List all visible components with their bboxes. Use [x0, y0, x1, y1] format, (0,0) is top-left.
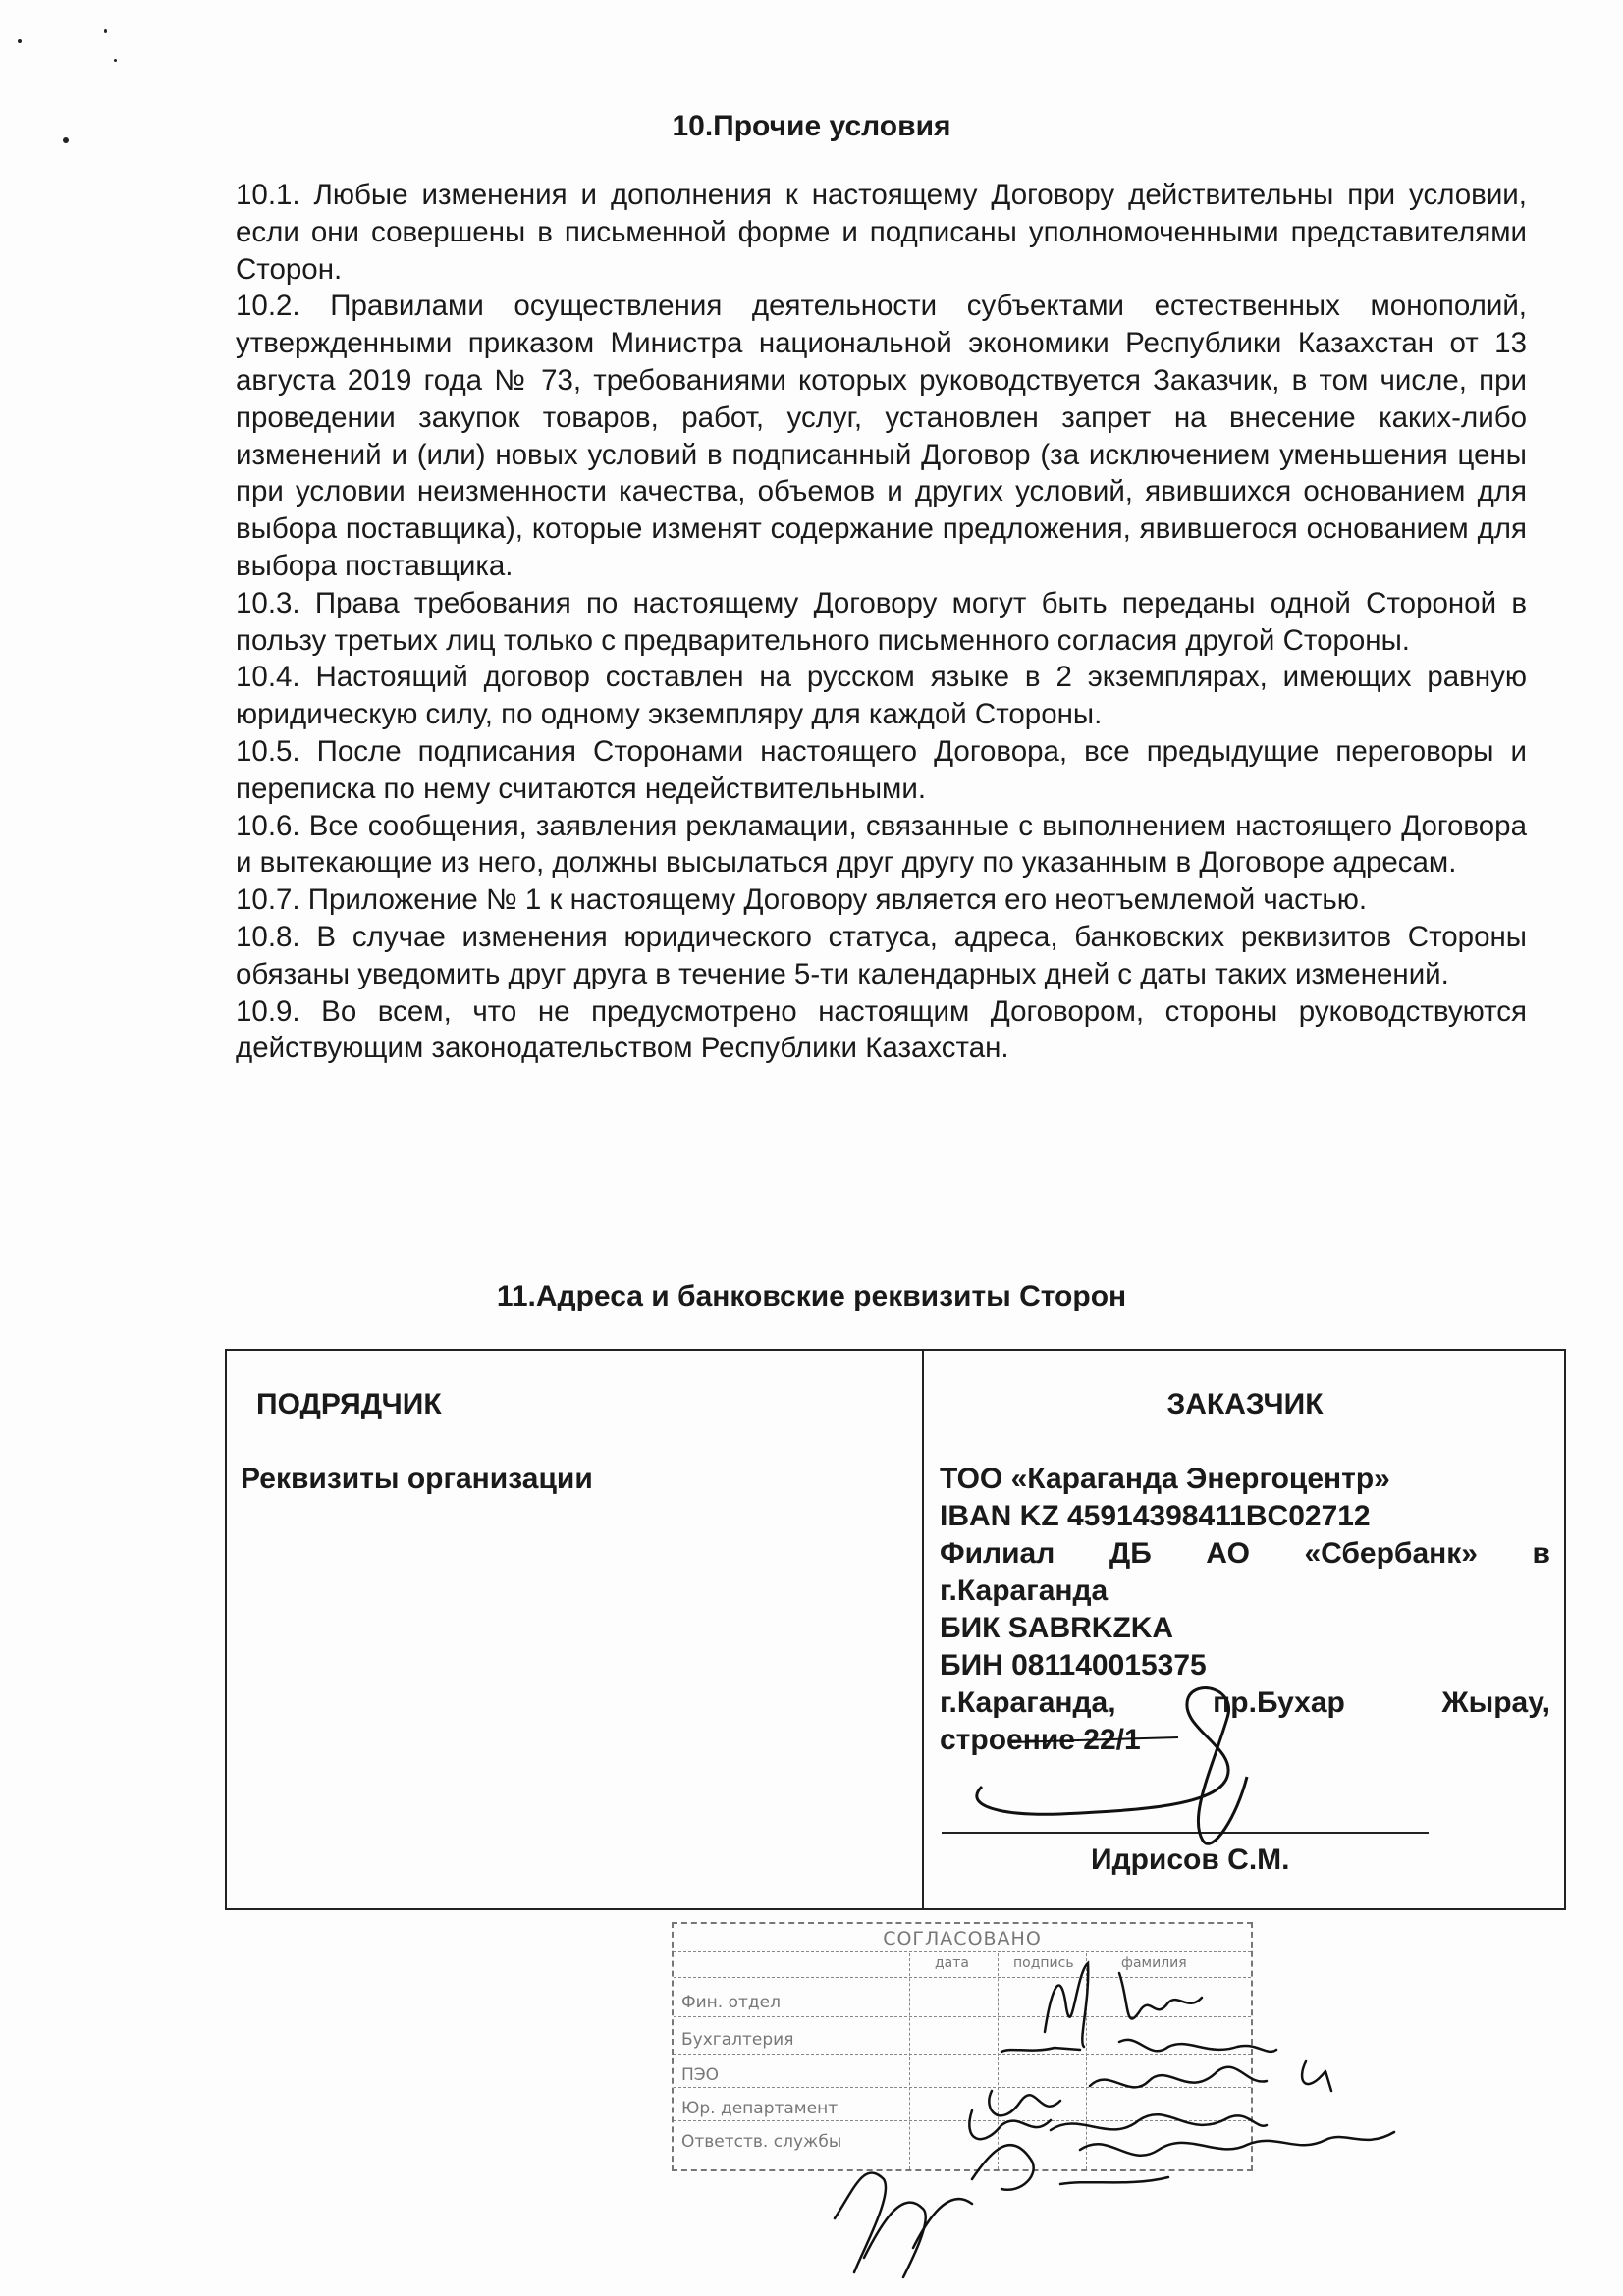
clause-10-9: 10.9. Во всем, что не предусмотрено настоящим Договором, стороны руководствуются действующим законодательством Республики Казахстан. [236, 994, 1527, 1065]
section-10-title: 10.Прочие условия [672, 110, 951, 142]
clause-10-1: 10.1. Любые изменения и дополнения к настоящему Договору действительны при условии, если они совершены в письменной форме и подписаны уполномоченными представителями Сторон. [236, 179, 1527, 286]
customer-bank-line [940, 1535, 1550, 1573]
address-word: Жырау, [1441, 1686, 1550, 1719]
customer-signer-name: Идрисов С.М. [1091, 1843, 1290, 1876]
bank-word: АО [1206, 1537, 1250, 1570]
customer-heading: ЗАКАЗЧИК [1166, 1388, 1324, 1420]
address-word: пр.Бухар [1213, 1686, 1345, 1719]
stamp-heading: СОГЛАСОВАНО [883, 1928, 1042, 1949]
approval-stamp [672, 1922, 1253, 2171]
stamp-row-label: Ответств. службы [681, 2132, 842, 2152]
clause-10-4: 10.4. Настоящий договор составлен на русском языке в 2 экземплярах, имеющих равную юридическую силу, по одному экземпляру для каждой Стороны. [236, 661, 1527, 731]
contractor-heading: ПОДРЯДЧИК [256, 1388, 442, 1420]
customer-signature-icon [943, 1659, 1316, 1855]
stamp-column-date: дата [935, 1955, 969, 1971]
customer-name: ТОО «Караганда Энергоцентр» [940, 1463, 1390, 1495]
column-divider [922, 1351, 924, 1908]
clause-10-6: 10.6. Все сообщения, заявления рекламации, связанные с выполнением настоящего Договора и вытекающие из него, должны высылаться друг другу по указанным в Договоре адресам. [236, 809, 1527, 880]
stamp-row-label: Фин. отдел [681, 1993, 781, 2012]
section-10-clauses [236, 177, 1527, 1067]
scan-speck [18, 39, 22, 43]
clause-10-2: 10.2. Правилами осуществления деятельности субъектами естественных монополий, утвержденными приказом Министра национальной экономики Республики Казахстан от 13 августа 2019 года № 73, требованиями которых руководствуется Заказчик, в том числе, при проведении закупок товаров, работ, услуг, установлен запрет на внесение каких-либо изменений и (или) новых условий в подписанный Договор (за исключением уменьшения цены при условии неизменности качества, объемов и других условий, явившихся основанием для выбора поставщика), которые изменят содержание предложения, явившегося основанием для выбора поставщика. [236, 290, 1527, 582]
stamp-column-surname: фамилия [1121, 1955, 1187, 1971]
customer-iban: IBAN KZ 45914398411BC02712 [940, 1500, 1371, 1532]
clause-10-5: 10.5. После подписания Сторонами настоящего Договора, все предыдущие переговоры и переписка по нему считаются недействительными. [236, 734, 1527, 805]
stamp-row-label: Юр. департамент [681, 2099, 839, 2118]
stamp-divider [909, 1953, 910, 2169]
stamp-divider [674, 2120, 1251, 2121]
stamp-divider [674, 2054, 1251, 2055]
stamp-row-label: ПЭО [681, 2065, 720, 2085]
clause-10-3: 10.3. Права требования по настоящему Договору могут быть переданы одной Стороной в пользу третьих лиц только с предварительного письменного согласия другой Стороны. [236, 586, 1527, 657]
scan-speck [114, 59, 117, 62]
bank-word: в [1532, 1537, 1550, 1570]
bank-word: «Сбербанк» [1304, 1537, 1478, 1570]
scan-speck [104, 29, 107, 33]
customer-bik: БИК SABRKZKA [940, 1612, 1174, 1644]
stamp-divider [674, 2087, 1251, 2088]
stamp-row-label: Бухгалтерия [681, 2030, 794, 2050]
stamp-divider [674, 1951, 1251, 1952]
clause-10-8: 10.8. В случае изменения юридического статуса, адреса, банковских реквизитов Стороны обязаны уведомить друг друга в течение 5-ти календарных дней с даты таких изменений. [236, 920, 1527, 990]
stamp-divider [1086, 1953, 1087, 2169]
customer-bank-city: г.Караганда [940, 1575, 1109, 1607]
stamp-divider [998, 1953, 999, 2169]
stamp-divider [674, 1977, 1251, 1978]
stamp-column-signature: подпись [1013, 1955, 1074, 1971]
bank-word: ДБ [1109, 1537, 1152, 1570]
address-word: г.Караганда, [940, 1686, 1116, 1719]
requisites-table [225, 1349, 1566, 1910]
customer-address-building: строение 22/1 [940, 1724, 1141, 1756]
customer-bin: БИН 081140015375 [940, 1649, 1207, 1682]
stamp-divider [674, 2016, 1251, 2017]
section-11-title: 11.Адреса и банковские реквизиты Сторон [496, 1280, 1127, 1312]
contractor-requisites-label: Реквизиты организации [241, 1463, 593, 1495]
bank-word: Филиал [940, 1537, 1055, 1570]
clause-10-7: 10.7. Приложение № 1 к настоящему Договору является его неотъемлемой частью. [236, 883, 1368, 917]
